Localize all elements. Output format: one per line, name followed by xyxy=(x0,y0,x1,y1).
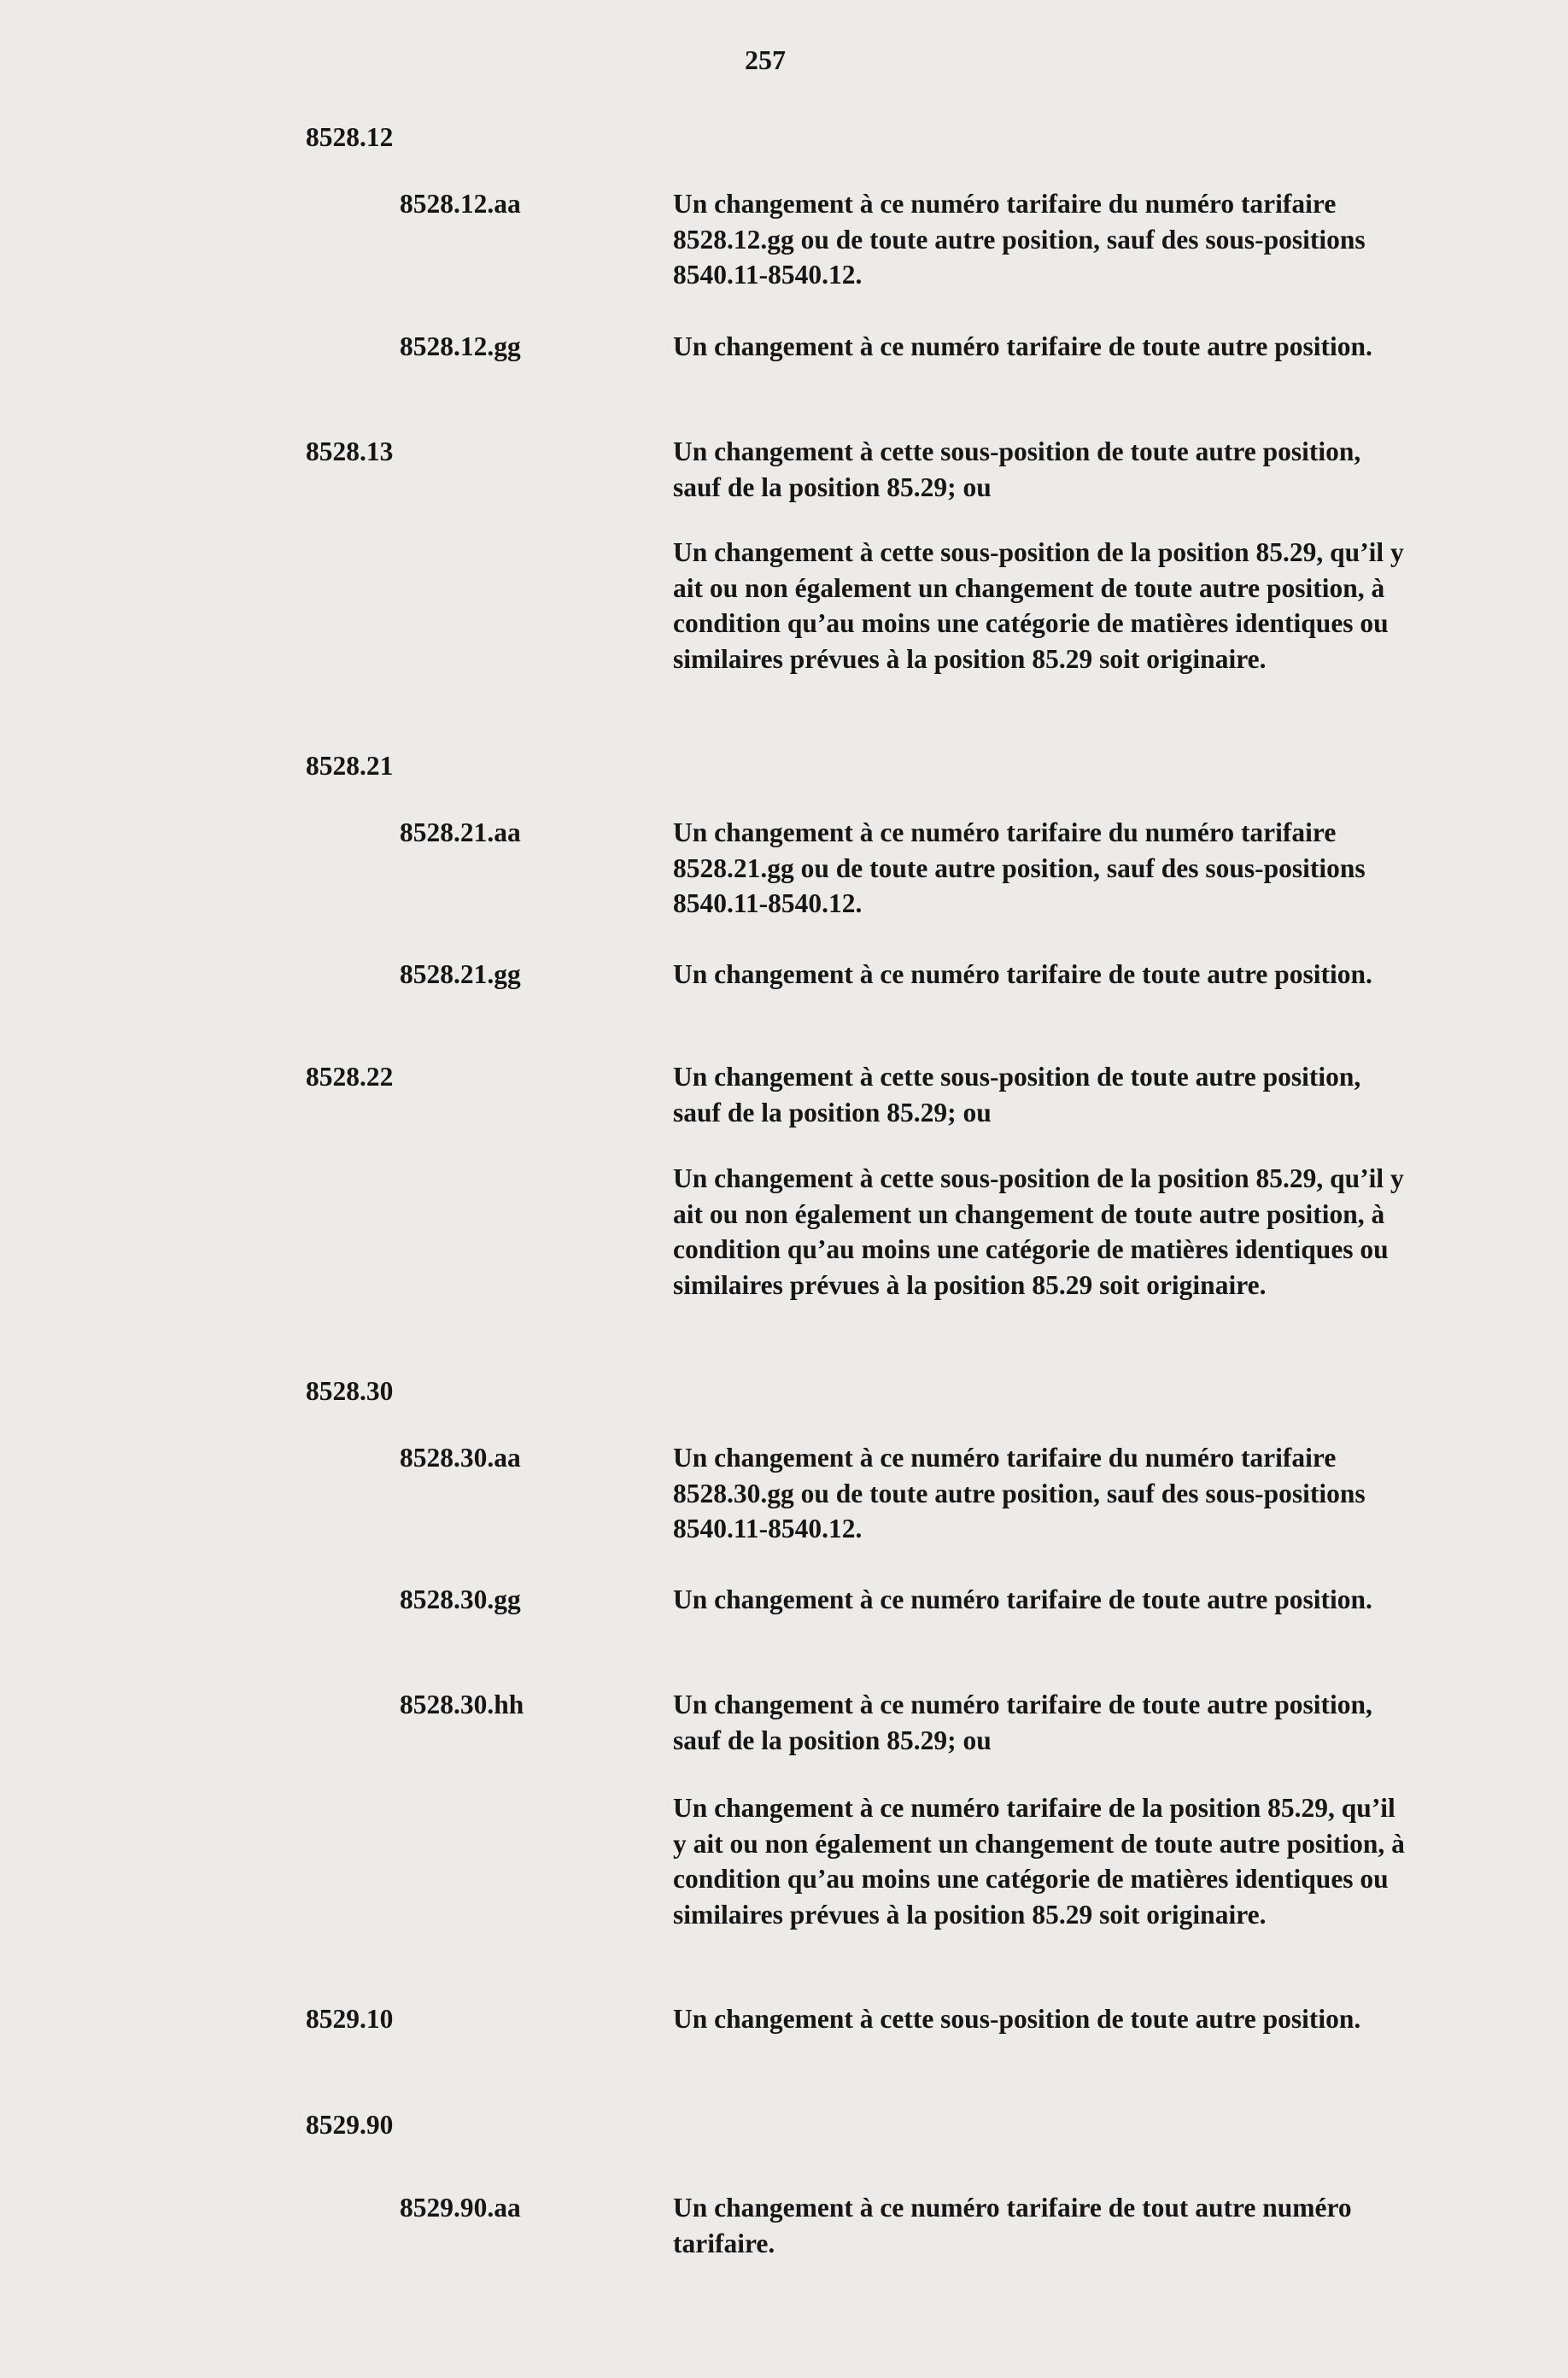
tariff-code: 8528.13 xyxy=(306,436,394,466)
rule-text: Un changement à ce numéro tarifaire de toute autre position. xyxy=(673,959,1372,989)
rule-text: Un changement à ce numéro tarifaire de toute autre position. xyxy=(673,331,1372,361)
rule-text: Un changement à cette sous-position de toute autre position, sauf de la position 85.29; ou xyxy=(673,1062,1361,1128)
rule-text: Un changement à ce numéro tarifaire de toute autre position, sauf de la position 85.29; ou xyxy=(673,1690,1372,1755)
rule-text: Un changement à cette sous-position de toute autre position. xyxy=(673,2004,1361,2034)
rule-text: Un changement à ce numéro tarifaire de tout autre numéro tarifaire. xyxy=(673,2193,1352,2258)
rule-text: Un changement à cette sous-position de toute autre position, sauf de la position 85.29; ou xyxy=(673,436,1361,502)
tariff-code: 8529.90 xyxy=(306,2110,394,2140)
tariff-code: 8529.90.aa xyxy=(400,2193,521,2223)
tariff-code: 8528.21.gg xyxy=(400,959,521,989)
rule-text: Un changement à ce numéro tarifaire de la position 85.29, qu’il y ait ou non également un changement de toute autre position, à condition qu’au moins une catégorie de matières identiques ou similaires prévues à la position 85.29 soit originaire. xyxy=(673,1793,1405,1930)
page-number: 257 xyxy=(745,44,786,75)
tariff-code: 8528.21.aa xyxy=(400,817,521,847)
rule-text: Un changement à cette sous-position de la position 85.29, qu’il y ait ou non également un changement de toute autre position, à condition qu’au moins une catégorie de matières identiques ou similaires prévues à la position 85.29 soit originaire. xyxy=(673,537,1404,674)
tariff-code: 8528.30.aa xyxy=(400,1443,521,1473)
tariff-code: 8528.12.gg xyxy=(400,331,521,361)
rule-text: Un changement à ce numéro tarifaire du numéro tarifaire 8528.21.gg ou de toute autre position, sauf des sous-positions 8540.11-8540.12. xyxy=(673,817,1366,918)
tariff-code: 8528.21 xyxy=(306,751,394,781)
tariff-code: 8528.12.aa xyxy=(400,189,521,219)
tariff-code: 8528.30.hh xyxy=(400,1690,524,1719)
rule-text: Un changement à ce numéro tarifaire du numéro tarifaire 8528.30.gg ou de toute autre position, sauf des sous-positions 8540.11-8540.12. xyxy=(673,1443,1366,1543)
tariff-code: 8528.12 xyxy=(306,122,394,152)
tariff-code: 8528.30 xyxy=(306,1376,394,1406)
tariff-code: 8528.22 xyxy=(306,1062,394,1092)
rule-text: Un changement à cette sous-position de la position 85.29, qu’il y ait ou non également un changement de toute autre position, à condition qu’au moins une catégorie de matières identiques ou similaires prévues à la position 85.29 soit originaire. xyxy=(673,1163,1404,1300)
rule-text: Un changement à ce numéro tarifaire du numéro tarifaire 8528.12.gg ou de toute autre position, sauf des sous-positions 8540.11-8540.12. xyxy=(673,189,1366,290)
tariff-code: 8528.30.gg xyxy=(400,1584,521,1614)
rule-text: Un changement à ce numéro tarifaire de toute autre position. xyxy=(673,1584,1372,1614)
tariff-code: 8529.10 xyxy=(306,2004,394,2034)
